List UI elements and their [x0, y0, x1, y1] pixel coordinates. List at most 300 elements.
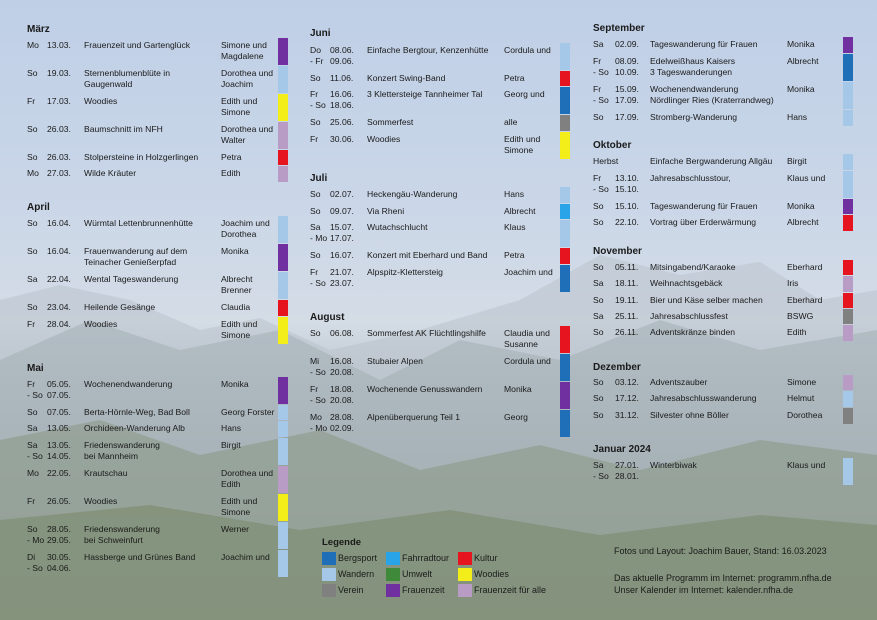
event-weekday: Fr [593, 56, 602, 66]
event-organizer: Edith [787, 327, 807, 337]
month-heading: Dezember [593, 362, 641, 373]
event-title: Wochenende Genusswandern [367, 384, 483, 394]
category-marker [560, 220, 570, 247]
event-title: Sternenblumenblüte in [84, 68, 170, 78]
event-weekday: Sa [27, 440, 38, 450]
event-organizer: Hans [787, 112, 808, 122]
event-date: 16.07. [330, 250, 354, 260]
event-weekday: So [593, 393, 604, 403]
event-organizer: Susanne [504, 339, 538, 349]
month-heading: September [593, 23, 645, 34]
event-date: 26.11. [615, 327, 639, 337]
month-heading: März [27, 24, 50, 35]
category-marker [278, 466, 288, 493]
event-weekday: So [593, 112, 604, 122]
event-organizer: Dorothea und [221, 468, 274, 478]
event-weekday: So [27, 246, 38, 256]
event-date: 11.06. [330, 73, 354, 83]
event-end-weekday: - Mo [310, 233, 328, 243]
legend-label: Woodies [474, 569, 509, 579]
event-weekday: So [593, 262, 604, 272]
event-title: Frauenwanderung auf dem [84, 246, 188, 256]
event-title: Tageswanderung für Frauen [650, 39, 758, 49]
category-marker [843, 391, 853, 407]
category-marker [278, 272, 288, 299]
category-marker [843, 82, 853, 109]
event-weekday: So [27, 524, 38, 534]
event-title: Via Rheni [367, 206, 405, 216]
event-weekday: So [27, 152, 38, 162]
event-title: Weihnachtsgebäck [650, 278, 723, 288]
event-end-date: 18.06. [330, 100, 354, 110]
event-date: 15.07. [330, 222, 354, 232]
event-weekday: Do [310, 45, 321, 55]
event-title: Baumschnitt im NFH [84, 124, 163, 134]
event-date: 30.05. [47, 552, 71, 562]
event-weekday: Sa [27, 423, 38, 433]
event-weekday: Fr [310, 134, 319, 144]
event-end-date: 29.05. [47, 535, 71, 545]
event-title: Konzert mit Eberhard und Band [367, 250, 488, 260]
event-end-weekday: - So [27, 451, 43, 461]
event-weekday: Fr [593, 173, 602, 183]
event-weekday: Fr [27, 496, 36, 506]
footer-programm: Das aktuelle Programm im Internet: programm.nfha.de [614, 573, 832, 583]
event-title: Tageswanderung für Frauen [650, 201, 758, 211]
legend-label: Fahrradtour [402, 553, 450, 563]
event-weekday: Mo [310, 412, 322, 422]
event-date: 13.05. [47, 423, 71, 433]
legend-swatch [386, 552, 400, 565]
legend-label: Kultur [474, 553, 498, 563]
legend-label: Verein [338, 585, 364, 595]
event-date: 28.08. [330, 412, 354, 422]
event-weekday: So [27, 68, 38, 78]
event-organizer: Hans [221, 423, 242, 433]
event-organizer: Dorothea [221, 229, 257, 239]
event-end-date: 07.05. [47, 390, 71, 400]
event-date: 15.10. [615, 201, 639, 211]
event-title: Woodies [84, 319, 118, 329]
event-end-date: 04.06. [47, 563, 71, 573]
event-organizer: Edith [221, 168, 241, 178]
event-weekday: So [593, 217, 604, 227]
event-weekday: Mo [27, 40, 39, 50]
event-end-date: 17.07. [330, 233, 354, 243]
legend-label: Wandern [338, 569, 375, 579]
category-marker [843, 215, 853, 231]
event-organizer: Joachim [221, 79, 253, 89]
event-date: 08.06. [330, 45, 354, 55]
event-weekday: So [310, 73, 321, 83]
category-marker [278, 150, 288, 165]
event-weekday: So [310, 206, 321, 216]
event-organizer: Magdalene [221, 51, 264, 61]
event-weekday: So [310, 250, 321, 260]
category-marker [843, 375, 853, 390]
event-title: bei Mannheim [84, 451, 138, 461]
event-organizer: Monika [221, 379, 249, 389]
event-title: Konzert Swing-Band [367, 73, 446, 83]
event-title: Adventszauber [650, 377, 708, 387]
event-date: 16.04. [47, 218, 71, 228]
event-organizer: Werner [221, 524, 250, 534]
event-organizer: Joachim und [504, 267, 553, 277]
event-organizer: Joachim und [221, 552, 270, 562]
event-organizer: Klaus und [787, 460, 826, 470]
event-date: 07.05. [47, 407, 71, 417]
event-date: 02.09. [615, 39, 639, 49]
event-end-date: 17.09. [615, 95, 639, 105]
event-weekday: Mi [310, 356, 320, 366]
event-organizer: Klaus [504, 222, 526, 232]
event-title: Teinacher Genießerpfad [84, 257, 177, 267]
event-title: Jahresabschlusstour, [650, 173, 731, 183]
event-organizer: Albrecht [221, 274, 253, 284]
category-marker [843, 458, 853, 485]
event-title: Friedenswanderung [84, 440, 160, 450]
category-marker [560, 71, 570, 86]
month-heading: August [310, 312, 345, 323]
event-weekday: Fr [27, 379, 36, 389]
category-marker [843, 260, 853, 275]
event-date: 27.03. [47, 168, 71, 178]
event-organizer: Petra [221, 152, 242, 162]
event-title: Alpspitz-Klettersteig [367, 267, 443, 277]
event-end-date: 20.08. [330, 395, 354, 405]
event-date: 16.04. [47, 246, 71, 256]
event-date: 23.04. [47, 302, 71, 312]
event-organizer: Simone [221, 107, 251, 117]
event-weekday: Herbst [593, 156, 619, 166]
category-marker [278, 66, 288, 93]
month-heading: April [27, 202, 50, 213]
legend-swatch [458, 552, 472, 565]
event-weekday: Sa [27, 274, 38, 284]
event-title: Wilde Kräuter [84, 168, 137, 178]
event-date: 05.05. [47, 379, 71, 389]
category-marker [278, 522, 288, 549]
event-weekday: Fr [27, 319, 36, 329]
event-date: 17.09. [615, 112, 639, 122]
event-organizer: Claudia und [504, 328, 550, 338]
category-marker [843, 276, 853, 292]
event-organizer: Edith und [504, 134, 541, 144]
legend-swatch [458, 568, 472, 581]
category-marker [278, 244, 288, 271]
event-date: 22.10. [615, 217, 639, 227]
event-weekday: So [27, 302, 38, 312]
event-weekday: So [27, 124, 38, 134]
category-marker [278, 438, 288, 465]
event-weekday: Fr [310, 384, 319, 394]
footer-credits: Fotos und Layout: Joachim Bauer, Stand: 16.03.2023 [614, 546, 827, 556]
category-marker [278, 300, 288, 316]
event-organizer: Edith und [221, 496, 258, 506]
category-marker [560, 410, 570, 437]
event-end-date: 10.09. [615, 67, 639, 77]
category-marker [560, 87, 570, 114]
category-marker [560, 204, 570, 219]
category-marker [560, 132, 570, 159]
event-date: 26.05. [47, 496, 71, 506]
legend-swatch [386, 584, 400, 597]
event-organizer: Iris [787, 278, 799, 288]
category-marker [843, 293, 853, 308]
legend-label: Frauenzeit [402, 585, 445, 595]
event-organizer: Birgit [787, 156, 807, 166]
event-date: 26.03. [47, 152, 71, 162]
event-organizer: Georg Forster [221, 407, 275, 417]
event-title: Einfache Bergwanderung Allgäu [650, 156, 773, 166]
event-date: 02.07. [330, 189, 354, 199]
category-marker [560, 326, 570, 353]
event-organizer: Helmut [787, 393, 815, 403]
event-organizer: Dorothea [787, 410, 823, 420]
event-title: Stromberg-Wanderung [650, 112, 738, 122]
event-end-weekday: - Mo [310, 423, 328, 433]
event-title: Winterbiwak [650, 460, 697, 470]
event-organizer: Joachim und [221, 218, 270, 228]
event-date: 25.11. [615, 311, 639, 321]
event-title: Nördlinger Ries (Kraterrandweg) [650, 95, 774, 105]
legend-swatch [322, 552, 336, 565]
month-heading: Juni [310, 28, 331, 39]
event-organizer: Claudia [221, 302, 251, 312]
event-title: Hassberge und Grünes Band [84, 552, 196, 562]
event-organizer: Simone [221, 507, 251, 517]
category-marker [560, 354, 570, 381]
event-organizer: Simone und [221, 40, 267, 50]
event-title: Wochenendwanderung [650, 84, 739, 94]
event-title: Würmtal Lettenbrunnenhütte [84, 218, 193, 228]
category-marker [843, 199, 853, 214]
event-title: Jahresabschlussfest [650, 311, 728, 321]
event-weekday: Di [27, 552, 36, 562]
event-weekday: So [593, 377, 604, 387]
event-title: Alpenüberquerung Teil 1 [367, 412, 461, 422]
event-title: Stubaier Alpen [367, 356, 423, 366]
event-title: Vortrag über Erderwärmung [650, 217, 757, 227]
month-heading: Mai [27, 363, 44, 374]
event-date: 28.04. [47, 319, 71, 329]
event-end-weekday: - So [310, 367, 326, 377]
category-marker [843, 37, 853, 53]
event-title: Gaugenwald [84, 79, 133, 89]
event-date: 28.05. [47, 524, 71, 534]
event-date: 22.05. [47, 468, 71, 478]
legend-title: Legende [322, 537, 362, 548]
event-weekday: Sa [593, 311, 604, 321]
event-title: Wutachschlucht [367, 222, 428, 232]
event-weekday: Mo [27, 468, 39, 478]
event-title: Woodies [84, 496, 118, 506]
category-marker [278, 122, 288, 149]
category-marker [278, 166, 288, 182]
event-weekday: So [593, 295, 604, 305]
event-organizer: Albrecht [787, 56, 819, 66]
event-end-date: 09.06. [330, 56, 354, 66]
event-weekday: Sa [593, 460, 604, 470]
event-organizer: BSWG [787, 311, 814, 321]
event-date: 05.11. [615, 262, 639, 272]
event-organizer: Albrecht [504, 206, 536, 216]
legend-swatch [322, 584, 336, 597]
event-date: 25.06. [330, 117, 354, 127]
event-weekday: Fr [27, 96, 36, 106]
category-marker [843, 154, 853, 170]
event-date: 30.06. [330, 134, 354, 144]
category-marker [560, 265, 570, 292]
event-weekday: So [593, 201, 604, 211]
category-marker [560, 43, 570, 70]
event-title: Sommerfest [367, 117, 414, 127]
event-title: Krautschau [84, 468, 128, 478]
event-title: Woodies [367, 134, 401, 144]
event-title: Wochenendwanderung [84, 379, 173, 389]
event-date: 19.11. [615, 295, 639, 305]
event-title: Edelweißhaus Kaisers [650, 56, 736, 66]
category-marker [843, 54, 853, 81]
legend-swatch [386, 568, 400, 581]
event-title: Frauenzeit und Gartenglück [84, 40, 191, 50]
event-title: Mitsingabend/Karaoke [650, 262, 736, 272]
event-organizer: Georg und [504, 89, 545, 99]
event-end-weekday: - So [593, 95, 609, 105]
event-weekday: Sa [593, 39, 604, 49]
event-title: Wental Tageswanderung [84, 274, 179, 284]
event-organizer: Georg [504, 412, 528, 422]
event-organizer: alle [504, 117, 518, 127]
event-end-weekday: - So [593, 67, 609, 77]
event-organizer: Dorothea und [221, 68, 274, 78]
event-organizer: Cordula und [504, 356, 551, 366]
footer-kalender: Unser Kalender im Internet: kalender.nfha.de [614, 585, 794, 595]
event-organizer: Edith und [221, 96, 258, 106]
event-organizer: Petra [504, 250, 525, 260]
event-organizer: Petra [504, 73, 525, 83]
category-marker [278, 405, 288, 420]
event-weekday: So [593, 327, 604, 337]
event-weekday: Fr [310, 267, 319, 277]
event-weekday: Mo [27, 168, 39, 178]
event-weekday: Fr [593, 84, 602, 94]
event-organizer: Albrecht [787, 217, 819, 227]
event-date: 08.09. [615, 56, 639, 66]
event-organizer: Walter [221, 135, 246, 145]
event-weekday: So [27, 407, 38, 417]
category-marker [560, 187, 570, 203]
category-marker [278, 317, 288, 344]
event-title: Adventskränze binden [650, 327, 736, 337]
event-date: 13.05. [47, 440, 71, 450]
event-end-weekday: - Mo [27, 535, 45, 545]
event-organizer: Edith [221, 479, 241, 489]
category-marker [843, 325, 853, 341]
event-organizer: Monika [504, 384, 532, 394]
event-organizer: Monika [221, 246, 249, 256]
category-marker [843, 309, 853, 324]
event-weekday: So [310, 189, 321, 199]
event-weekday: So [27, 218, 38, 228]
category-marker [278, 421, 288, 437]
event-date: 22.04. [47, 274, 71, 284]
event-weekday: Fr [310, 89, 319, 99]
event-end-date: 28.01. [615, 471, 639, 481]
category-marker [843, 171, 853, 198]
category-marker [560, 248, 570, 264]
event-title: Heilende Gesänge [84, 302, 156, 312]
event-date: 03.12. [615, 377, 639, 387]
event-date: 17.12. [615, 393, 639, 403]
event-weekday: So [310, 328, 321, 338]
event-end-weekday: - So [27, 390, 43, 400]
event-date: 17.03. [47, 96, 71, 106]
month-heading: November [593, 246, 642, 257]
event-end-weekday: - So [27, 563, 43, 573]
event-title: bei Schweinfurt [84, 535, 143, 545]
category-marker [278, 494, 288, 521]
event-end-weekday: - So [310, 278, 326, 288]
event-weekday: Sa [310, 222, 321, 232]
month-heading: Juli [310, 173, 328, 184]
event-organizer: Klaus und [787, 173, 826, 183]
event-title: Sommerfest AK Flüchtlingshilfe [367, 328, 486, 338]
event-end-date: 23.07. [330, 278, 354, 288]
event-organizer: Eberhard [787, 262, 823, 272]
event-date: 09.07. [330, 206, 354, 216]
event-organizer: Eberhard [787, 295, 823, 305]
event-title: Stolpersteine in Holzgerlingen [84, 152, 199, 162]
month-heading: Oktober [593, 140, 632, 151]
event-date: 27.01. [615, 460, 639, 470]
event-end-date: 14.05. [47, 451, 71, 461]
event-title: Orchideen-Wanderung Alb [84, 423, 185, 433]
event-organizer: Edith und [221, 319, 258, 329]
category-marker [560, 382, 570, 409]
category-marker [278, 94, 288, 121]
category-marker [278, 38, 288, 65]
category-marker [278, 216, 288, 243]
category-marker [560, 115, 570, 131]
event-weekday: Sa [593, 278, 604, 288]
event-date: 19.03. [47, 68, 71, 78]
category-marker [843, 110, 853, 126]
month-heading: Januar 2024 [593, 444, 651, 455]
event-date: 18.11. [615, 278, 639, 288]
event-date: 13.10. [615, 173, 639, 183]
category-marker [843, 408, 853, 424]
event-organizer: Birgit [221, 440, 241, 450]
category-marker [278, 377, 288, 404]
event-title: Berta-Hörnle-Weg, Bad Boll [84, 407, 190, 417]
event-end-date: 20.08. [330, 367, 354, 377]
event-title: Jahresabschlusswanderung [650, 393, 757, 403]
event-end-weekday: - So [593, 184, 609, 194]
event-date: 31.12. [615, 410, 639, 420]
event-date: 21.07. [330, 267, 354, 277]
event-end-weekday: - Fr [310, 56, 324, 66]
event-organizer: Monika [787, 39, 815, 49]
legend-label: Bergsport [338, 553, 378, 563]
event-title: Silvester ohne Böller [650, 410, 729, 420]
event-title: Einfache Bergtour, Kenzenhütte [367, 45, 489, 55]
event-title: Woodies [84, 96, 118, 106]
event-organizer: Monika [787, 201, 815, 211]
event-date: 26.03. [47, 124, 71, 134]
event-organizer: Dorothea und [221, 124, 274, 134]
event-end-weekday: - So [593, 471, 609, 481]
